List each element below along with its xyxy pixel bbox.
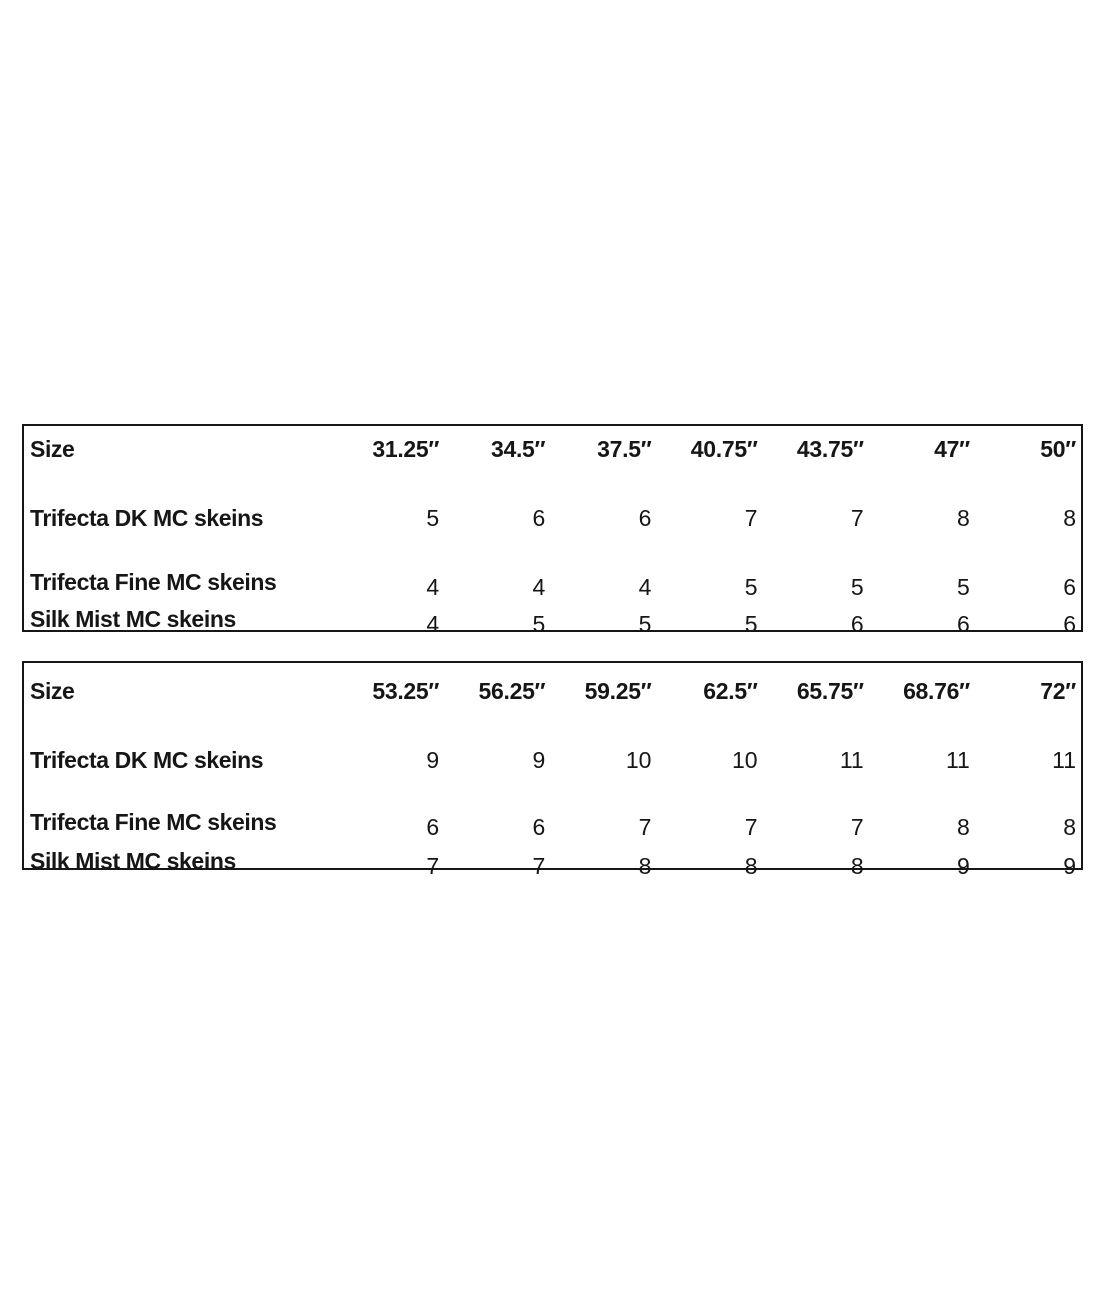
skein-count: 5: [426, 504, 440, 531]
skein-count: 7: [426, 853, 440, 879]
skein-count: 8: [638, 853, 652, 879]
skein-count: 6: [850, 611, 864, 637]
row-label: Trifecta DK MC skeins: [30, 746, 264, 773]
size-header-row: [24, 663, 1081, 719]
skein-count: 6: [957, 611, 970, 637]
skein-count: 9: [532, 746, 546, 773]
skein-count: 6: [1063, 574, 1076, 600]
skein-count: 6: [426, 813, 440, 840]
size-column-header: 34.5″: [490, 435, 546, 462]
size-column-header: 59.25″: [584, 677, 652, 704]
skein-count: 8: [957, 504, 970, 531]
size-header-label: Size: [30, 435, 75, 462]
size-header-row: [24, 426, 1081, 472]
size-column-header: 68.76″: [903, 677, 970, 704]
skein-count: 5: [957, 574, 970, 600]
skein-count: 8: [1063, 813, 1076, 840]
skein-count: 8: [744, 853, 758, 879]
skein-count: 11: [839, 746, 864, 773]
skein-count: 5: [744, 611, 758, 637]
skein-count: 4: [426, 574, 440, 600]
skein-count: 10: [731, 746, 758, 773]
skein-count: 8: [850, 853, 864, 879]
yarn-table-2: [24, 663, 1081, 880]
size-column-header: 47″: [934, 435, 970, 462]
skein-count: 5: [850, 574, 864, 600]
table-row-trifecta-dk: [24, 472, 1081, 564]
size-column-header: 62.5″: [703, 677, 758, 704]
row-label: Trifecta Fine MC skeins: [30, 808, 277, 835]
skein-count: 6: [532, 504, 546, 531]
yarn-table-1: [24, 426, 1081, 638]
row-label: Trifecta DK MC skeins: [30, 504, 264, 531]
skein-count: 10: [625, 746, 652, 773]
table-row-silk-mist: [24, 601, 1081, 638]
table-row-trifecta-fine: [24, 564, 1081, 601]
table-row-silk-mist: [24, 843, 1081, 880]
skein-count: 6: [532, 813, 546, 840]
skein-count: 11: [945, 746, 970, 773]
skein-count: 7: [744, 813, 758, 840]
size-header-label: Size: [30, 677, 75, 704]
yarn-requirements-table-large-sizes: [22, 661, 1083, 879]
skein-count: 7: [744, 504, 758, 531]
row-label: Silk Mist MC skeins: [30, 606, 236, 632]
skein-count: 7: [532, 853, 546, 879]
skein-count: 5: [532, 611, 546, 637]
skein-count: 9: [426, 746, 440, 773]
table-row-trifecta-fine: [24, 801, 1081, 843]
skein-count: 8: [957, 813, 970, 840]
skein-count: 8: [1063, 504, 1076, 531]
skein-count: 7: [638, 813, 652, 840]
skein-count: 9: [1063, 853, 1076, 879]
skein-count: 6: [1063, 611, 1076, 637]
size-column-header: 40.75″: [690, 435, 758, 462]
size-column-header: 56.25″: [478, 677, 546, 704]
skein-count: 4: [426, 611, 440, 637]
size-column-header: 72″: [1040, 677, 1076, 704]
yarn-requirements-table-small-sizes: [22, 424, 1083, 637]
skein-count: 6: [638, 504, 652, 531]
table-row-trifecta-dk: [24, 719, 1081, 801]
skein-count: 9: [957, 853, 970, 879]
skein-count: 7: [850, 813, 864, 840]
skein-count: 7: [850, 504, 864, 531]
skein-count: 4: [532, 574, 546, 600]
size-column-header: 53.25″: [372, 677, 440, 704]
row-label: Trifecta Fine MC skeins: [30, 569, 277, 595]
size-column-header: 43.75″: [796, 435, 864, 462]
row-label: Silk Mist MC skeins: [30, 848, 236, 874]
size-column-header: 31.25″: [372, 435, 440, 462]
skein-count: 11: [1052, 746, 1076, 773]
size-column-header: 50″: [1040, 435, 1076, 462]
skein-count: 4: [638, 574, 652, 600]
size-column-header: 65.75″: [796, 677, 864, 704]
skein-count: 5: [638, 611, 652, 637]
skein-count: 5: [744, 574, 758, 600]
size-column-header: 37.5″: [597, 435, 652, 462]
